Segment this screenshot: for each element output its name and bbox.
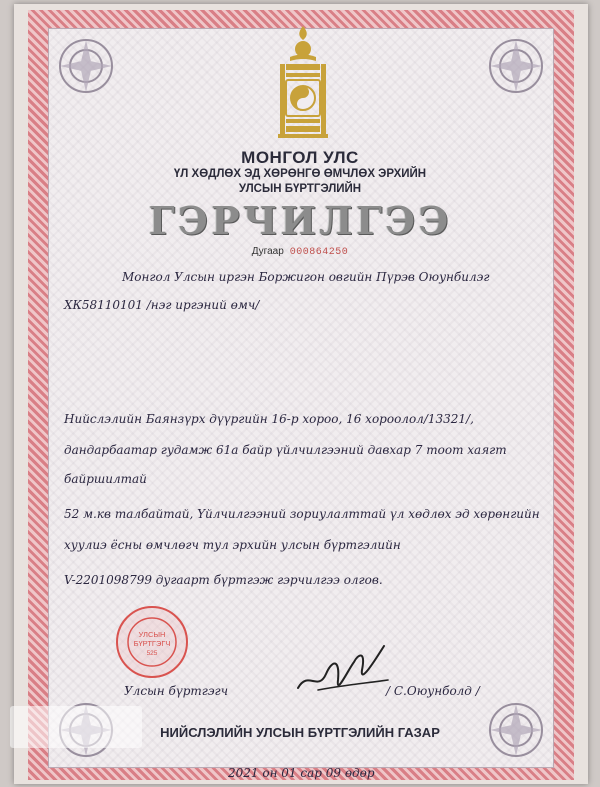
certificate-number-value: 000864250 (289, 247, 349, 258)
signature-icon (288, 640, 398, 702)
document-title: ГЭРЧИЛГЭЭ (148, 198, 452, 243)
owner-line: Монгол Улсын иргэн Боржигон овгийн Пүрэв Оюунбилэг (122, 270, 490, 284)
agency-name-line2: УЛСЫН БҮРТГЭЛИЙН (238, 183, 362, 195)
registrar-label: Улсын бүртгэгч (124, 684, 229, 698)
address-line3: байршилтай (64, 472, 147, 486)
corner-ornament-icon (51, 31, 121, 101)
stamp-text-line1: УЛСЫН (138, 630, 166, 639)
soyombo-emblem-icon (276, 24, 330, 140)
watermark-logo (10, 706, 142, 748)
property-line2: хуулиэ ёсны өмчлөгч тул эрхийн улсын бүртгэлийн (64, 538, 401, 552)
certificate-number-row (0, 246, 600, 258)
stamp-text-line3: 525 (146, 650, 158, 657)
address-line2: дандарбаатар гудамж 61а байр үйлчилгээний давхар 7 тоот хаягт (64, 443, 507, 457)
address-line1: Нийслэлийн Баянзүрх дүүргийн 16-р хороо, 16 хороолол/13321/, (64, 412, 474, 426)
agency-name-line1: ҮЛ ХӨДЛӨХ ЭД ХӨРӨНГӨ ӨМЧЛӨХ ЭРХИЙН (173, 168, 427, 180)
register-line: ХК58110101 /нэг иргэний өмч/ (64, 298, 260, 312)
property-line1: 52 м.кв талбайтай, Үйлчилгээний зориулалттай үл хөдлөх эд хөрөнгийн (64, 507, 540, 521)
stamp-text-line2: БҮРТГЭГЧ (133, 639, 171, 648)
official-stamp-icon (114, 604, 190, 680)
registration-number-line: V-2201098799 дугаарт бүртгэж гэрчилгээ олгов. (64, 573, 383, 587)
country-name: МОНГОЛ УЛС (241, 148, 359, 167)
issue-date: 2021 он 01 сар 09 өдөр (228, 766, 375, 780)
registrar-name: / С.Оюунболд / (386, 684, 480, 698)
issuing-organization: НИЙСЛЭЛИЙН УЛСЫН БҮРТГЭЛИЙН ГАЗАР (160, 725, 440, 740)
corner-ornament-icon (481, 31, 551, 101)
certificate-number-label: Дугаар (251, 246, 284, 257)
